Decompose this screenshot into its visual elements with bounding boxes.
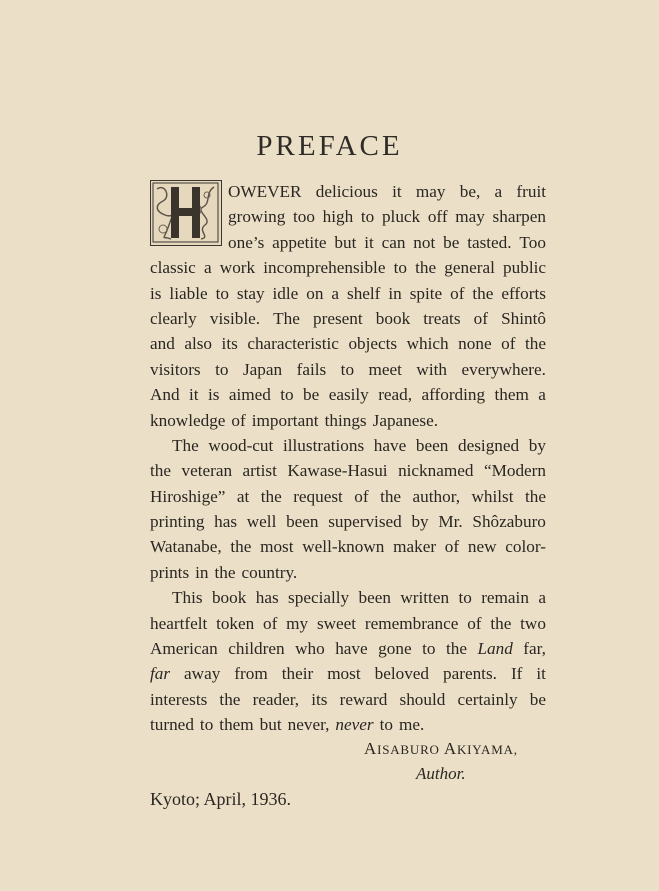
- text-line: visitors to Japan fails to meet with everywhere.: [150, 359, 546, 379]
- text-line: the veteran artist Kawase-Hasui nicknamed “Modern: [150, 461, 546, 481]
- text-line: And it is aimed to be easily read, affording them a: [150, 385, 546, 405]
- text-line: one’s appetite but it can not be tasted. Too: [228, 232, 546, 252]
- italic-far: far: [150, 664, 171, 684]
- text-line: is liable to stay idle on a shelf in spite of the efforts: [150, 283, 546, 303]
- text-line: Hiroshige” at the request of the author, whilst the: [150, 486, 546, 506]
- text-line: and also its characteristic objects which none of the: [150, 334, 546, 354]
- text-line: clearly visible. The present book treats of Shintô: [150, 308, 546, 328]
- italic-never: never: [335, 715, 374, 735]
- dateline: Kyoto; April, 1936.: [150, 789, 292, 809]
- author-name: AISABURO AKIYAMA,: [364, 739, 518, 758]
- text-line: American children who have gone to the Land far,: [150, 636, 546, 661]
- text-line: knowledge of important things Japanese.: [150, 410, 439, 430]
- text-line: interests the reader, its reward should certainly be: [150, 689, 546, 709]
- preface-text: [150, 179, 546, 738]
- author-role: Author.: [416, 764, 466, 783]
- italic-land: Land: [477, 639, 513, 659]
- text-line: heartfelt token of my sweet remembrance of the two: [150, 613, 546, 633]
- text-line: growing too high to pluck off may sharpen: [228, 207, 546, 227]
- text-line: classic a work incomprehensible to the general public: [150, 258, 546, 278]
- text-line: Watanabe, the most well-known maker of new color-: [150, 537, 546, 557]
- text-line: prints in the country.: [150, 562, 298, 582]
- page-title: PREFACE: [256, 130, 403, 162]
- text-line: The wood-cut illustrations have been designed by: [172, 435, 546, 455]
- text-line: printing has well been supervised by Mr. Shôzaburo: [150, 512, 546, 532]
- text-line: far away from their most beloved parents. If it: [150, 661, 546, 686]
- text-line: turned to them but never, never to me.: [150, 712, 546, 737]
- text-line: OWEVER delicious it may be, a fruit: [228, 182, 546, 201]
- text-line: This book has specially been written to remain a: [172, 588, 546, 608]
